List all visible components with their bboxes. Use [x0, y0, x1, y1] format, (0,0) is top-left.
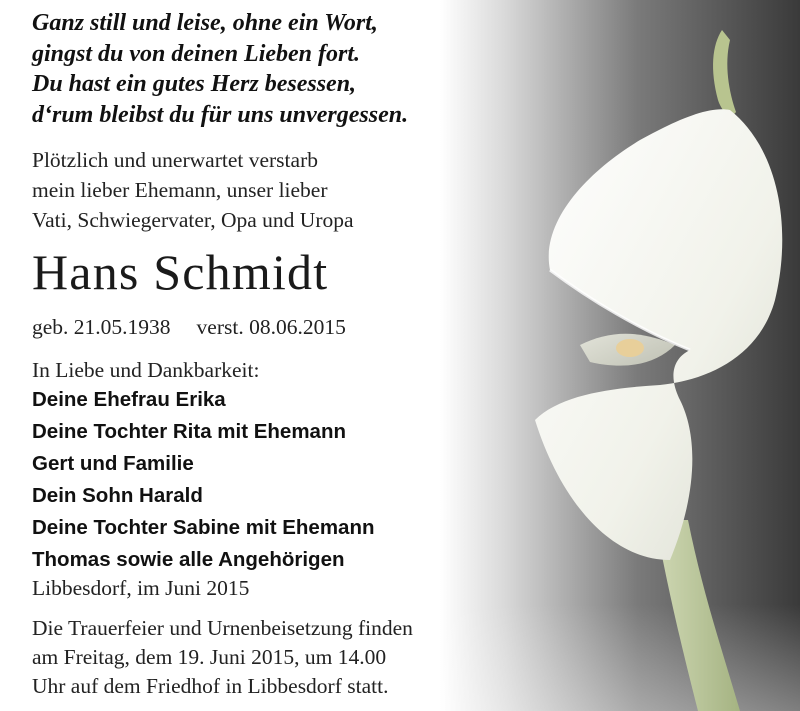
birth-date: geb. 21.05.1938	[32, 315, 171, 339]
announcement-line: Vati, Schwiegervater, Opa und Uropa	[32, 208, 354, 232]
mourners-list	[32, 384, 375, 576]
announcement-line: Plötzlich und unerwartet verstarb	[32, 148, 318, 172]
calla-lily-illustration	[440, 0, 800, 711]
poem-line: Ganz still und leise, ohne ein Wort,	[32, 10, 378, 36]
calla-lily-image	[440, 0, 800, 711]
funeral-details	[32, 614, 413, 701]
announcement-line: mein lieber Ehemann, unser lieber	[32, 178, 328, 202]
spadix	[616, 339, 644, 357]
poem-verse	[32, 8, 408, 130]
mourner: Deine Ehefrau Erika	[32, 388, 226, 411]
mourner: Deine Tochter Rita mit Ehemann	[32, 420, 347, 443]
death-date: verst. 08.06.2015	[196, 315, 346, 339]
mourner: Thomas sowie alle Angehörigen	[32, 548, 345, 571]
funeral-line: Uhr auf dem Friedhof in Libbesdorf statt.	[32, 674, 389, 698]
mourner: Dein Sohn Harald	[32, 484, 203, 507]
death-announcement	[32, 145, 354, 235]
poem-line: gingst du von deinen Lieben fort.	[32, 40, 361, 67]
funeral-line: Die Trauerfeier und Urnenbeisetzung finden	[32, 616, 413, 640]
funeral-line: am Freitag, dem 19. Juni 2015, um 14.00	[32, 645, 387, 669]
life-dates	[32, 312, 346, 342]
thanks-line: In Liebe und Dankbarkeit:	[32, 358, 260, 382]
deceased-name: Hans Schmidt	[32, 244, 329, 300]
mourner: Gert und Familie	[32, 452, 194, 475]
poem-line: Du hast ein gutes Herz besessen,	[32, 71, 357, 97]
poem-line: d‘rum bleibst du für uns unvergessen.	[32, 101, 409, 128]
mourner: Deine Tochter Sabine mit Ehemann	[32, 516, 375, 539]
place-and-date: Libbesdorf, im Juni 2015	[32, 576, 250, 600]
